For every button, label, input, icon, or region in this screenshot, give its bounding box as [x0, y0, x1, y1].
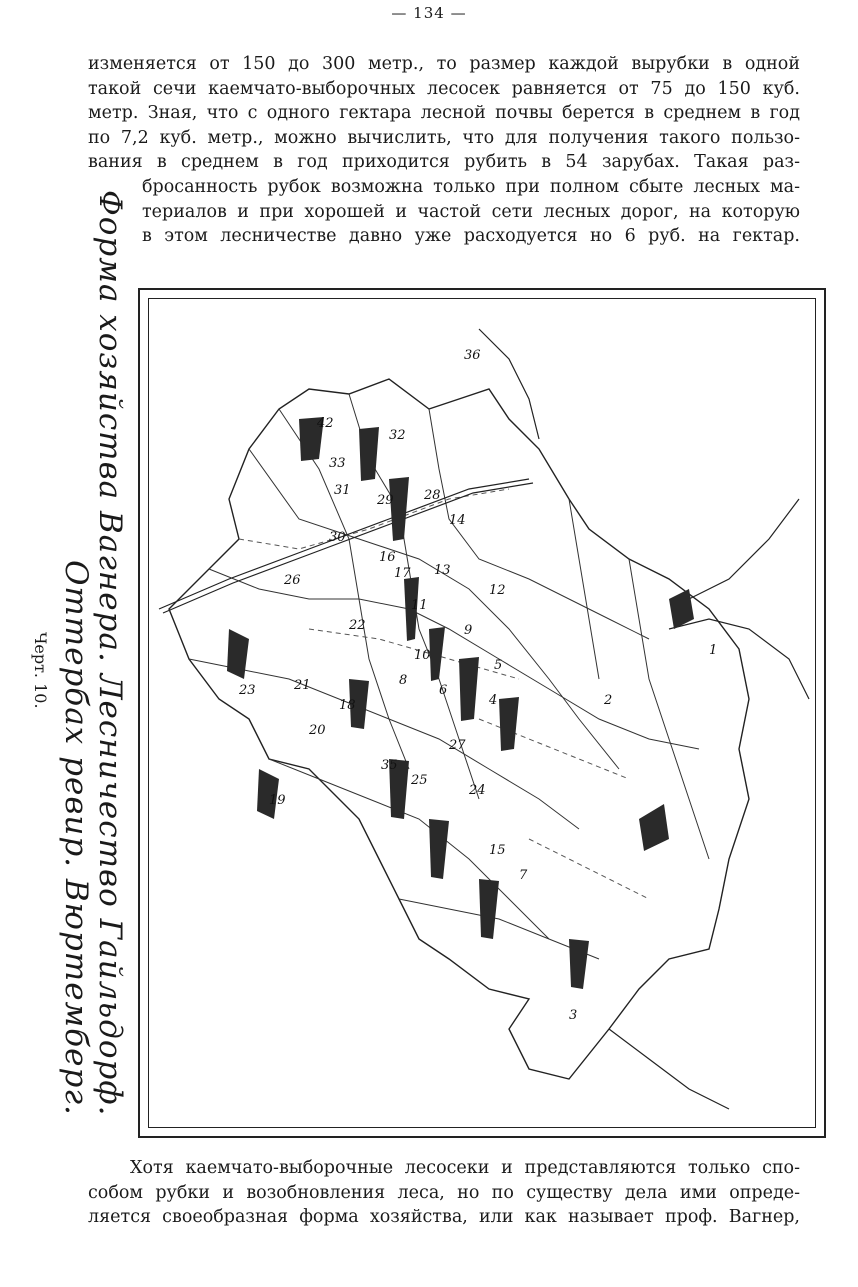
lot-label: 8: [399, 673, 408, 688]
lot-label: 13: [434, 563, 451, 578]
lot-label: 18: [339, 698, 356, 713]
lot-label: 25: [411, 773, 428, 788]
lot-label: 24: [469, 783, 486, 798]
paragraph-top: [88, 52, 800, 249]
lot-label: 29: [377, 493, 394, 508]
page-number: — 134 —: [391, 4, 467, 22]
lot-label: 1: [709, 643, 718, 658]
text-line: вания в среднем в год приходится рубить в 54 зарубах. Такая раз-: [88, 152, 800, 173]
lot-label: 14: [449, 513, 466, 528]
lot-label: 21: [294, 678, 311, 693]
roads: [159, 329, 809, 1109]
cutting-strips: [227, 417, 694, 989]
lot-label: 12: [489, 583, 506, 598]
lot-label: 32: [389, 428, 406, 443]
text-line: териалов и при хорошей и частой сети лесных дорог, на которую: [142, 201, 800, 222]
lot-label: 36: [464, 348, 481, 363]
lot-label: 9: [464, 623, 473, 638]
text-line: такой сечи каемчато-выборочных лесосек равняется от 75 до 150 куб.: [88, 78, 800, 99]
lot-label: 15: [489, 843, 506, 858]
lot-label: 20: [309, 723, 326, 738]
lot-label: 22: [349, 618, 366, 633]
text-line: в этом лесничестве давно уже расходуется но 6 руб. на гектар.: [142, 226, 800, 247]
text-line: бросанность рубок возможна только при полном сбыте лесных ма-: [142, 176, 800, 197]
lot-label: 42: [317, 416, 334, 431]
text-line: метр. Зная, что с одного гектара лесной почвы берется в среднем в год: [88, 103, 800, 124]
text-line: Хотя каемчато-выборочные лесосеки и представляются только спо-: [130, 1158, 800, 1178]
forest-map: [149, 299, 815, 1127]
lot-label: 16: [379, 550, 396, 565]
lot-label: 27: [449, 738, 466, 753]
forest-outline: [169, 379, 749, 1079]
lot-label: 17: [394, 566, 411, 581]
lot-label: 31: [334, 483, 351, 498]
text-line: по 7,2 куб. метр., можно вычислить, что для получения такого пользо-: [88, 127, 800, 148]
lot-label: 33: [329, 456, 346, 471]
text-line: ляется своеобразная форма хозяйства, или как называет проф. Вагнер,: [88, 1207, 800, 1228]
figure-caption-line-2: Оттербах ревир. Вюртемберг.: [58, 560, 94, 1116]
lot-label: 19: [269, 793, 286, 808]
paragraph-bottom: [88, 1156, 800, 1230]
lot-label: 4: [489, 693, 498, 708]
lot-label: 35: [381, 758, 398, 773]
lot-label: 28: [424, 488, 441, 503]
lot-label: 5: [494, 658, 503, 673]
text-line: изменяется от 150 до 300 метр., то размер каждой вырубки в одной: [88, 54, 800, 74]
lot-label: 26: [284, 573, 301, 588]
lot-label: 7: [519, 868, 528, 883]
lot-label: 3: [569, 1008, 578, 1023]
lot-label: 6: [439, 683, 448, 698]
lot-label: 23: [239, 683, 256, 698]
figure-caption-line-1: Форма хозяйства Вагнера. Лесничество Гайльдорф.: [92, 190, 128, 1117]
text-line: собом рубки и возобновления леса, но по существу дела ими опреде-: [88, 1182, 800, 1203]
chart-label: Черт. 10.: [31, 632, 50, 709]
lot-label: 11: [411, 598, 428, 613]
lot-label: 10: [414, 648, 431, 663]
lot-label: 30: [329, 530, 346, 545]
lot-label: 2: [604, 693, 613, 708]
compartment-lines: [189, 394, 709, 959]
